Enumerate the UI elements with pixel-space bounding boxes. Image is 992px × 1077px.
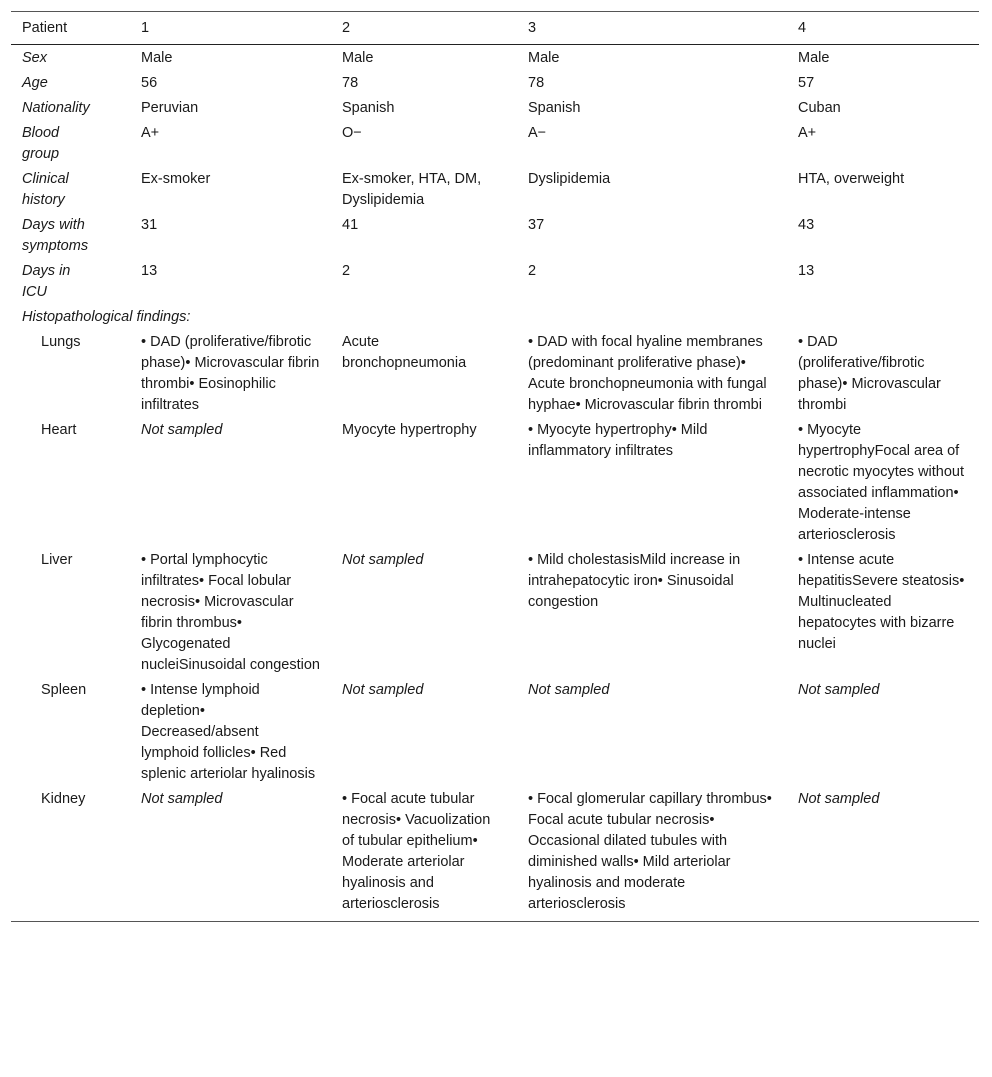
cell: 41 xyxy=(342,217,359,233)
header-patient-1: 1 xyxy=(141,20,150,36)
cell: 13 xyxy=(141,263,158,279)
cell: Ex-smoker, HTA, DM, Dyslipidemia xyxy=(342,171,482,208)
cell: Not sampled xyxy=(528,682,610,698)
header-patient-4: 4 xyxy=(798,20,807,36)
cell: Spanish xyxy=(528,100,581,116)
cell: Not sampled xyxy=(141,422,223,438)
row-label: Sex xyxy=(22,50,47,66)
cell: O− xyxy=(342,125,362,141)
cell: 43 xyxy=(798,217,815,233)
cell: Myocyte hypertrophy xyxy=(342,422,477,438)
cell: A+ xyxy=(798,125,817,141)
row-label-line: history xyxy=(22,192,65,208)
row-blood-group xyxy=(11,121,979,167)
cell: Ex-smoker xyxy=(141,171,211,187)
cell: • Focal acute tubular necrosis• Vacuolization of tubular epithelium• Moderate arteriolar hyalinosis and arteriosclerosis xyxy=(342,791,491,912)
cell: HTA, overweight xyxy=(798,171,905,187)
row-label: Nationality xyxy=(22,100,90,116)
cell: 31 xyxy=(141,217,158,233)
cell: A− xyxy=(528,125,547,141)
cell: • DAD (proliferative/fibrotic phase)• Microvascular thrombi xyxy=(798,334,941,413)
row-lungs xyxy=(11,330,979,418)
cell: Male xyxy=(141,50,173,66)
cell: 78 xyxy=(528,75,545,91)
patients-table xyxy=(11,11,979,922)
cell: Cuban xyxy=(798,100,841,116)
organ-label: Lungs xyxy=(41,334,81,350)
cell: • Intense lymphoid depletion• Decreased/absent lymphoid follicles• Red splenic arteriolar hyalinosis xyxy=(141,682,316,782)
cell: 57 xyxy=(798,75,815,91)
cell: • Mild cholestasisMild increase in intrahepatocytic iron• Sinusoidal congestion xyxy=(528,552,741,610)
row-nationality xyxy=(11,96,979,121)
organ-label: Liver xyxy=(41,552,73,568)
cell: • Myocyte hypertrophyFocal area of necrotic myocytes without associated inflammation• Moderate-intense arteriosclerosis xyxy=(798,422,965,543)
cell: 2 xyxy=(342,263,351,279)
header-patient-2: 2 xyxy=(342,20,351,36)
cell: 56 xyxy=(141,75,158,91)
header-row xyxy=(11,12,979,45)
cell: A+ xyxy=(141,125,160,141)
histopathological-heading: Histopathological findings: xyxy=(22,309,191,325)
row-liver xyxy=(11,548,979,678)
cell: Dyslipidemia xyxy=(528,171,611,187)
row-label-line: Blood xyxy=(22,125,60,141)
row-histo-heading xyxy=(11,305,979,330)
cell: 78 xyxy=(342,75,359,91)
row-label-line: symptoms xyxy=(22,238,89,254)
cell: Male xyxy=(342,50,374,66)
cell: • DAD (proliferative/fibrotic phase)• Microvascular fibrin thrombi• Eosinophilic infiltrates xyxy=(141,334,320,413)
cell: 37 xyxy=(528,217,545,233)
cell: Not sampled xyxy=(141,791,223,807)
row-label-line: Days with xyxy=(22,217,85,233)
cell: Acute bronchopneumonia xyxy=(342,334,467,371)
row-label xyxy=(11,259,130,305)
row-clinical-history xyxy=(11,167,979,213)
row-days-in-icu xyxy=(11,259,979,305)
cell: Spanish xyxy=(342,100,395,116)
row-label xyxy=(11,167,130,213)
cell: • Myocyte hypertrophy• Mild inflammatory infiltrates xyxy=(528,422,708,459)
cell: Male xyxy=(798,50,830,66)
cell: Not sampled xyxy=(342,552,424,568)
header-patient-3: 3 xyxy=(528,20,537,36)
row-label xyxy=(11,213,130,259)
organ-label: Kidney xyxy=(41,791,86,807)
cell: Peruvian xyxy=(141,100,199,116)
cell: • Focal glomerular capillary thrombus• Focal acute tubular necrosis• Occasional dilated tubules with diminished walls• Mild arteriolar hyalinosis and moderate arteriosclerosis xyxy=(528,791,772,912)
cell: • Portal lymphocytic infiltrates• Focal lobular necrosis• Microvascular fibrin thrombus• Glycogenated nucleiSinusoidal congestion xyxy=(141,552,320,673)
row-spleen xyxy=(11,678,979,787)
row-label-line: Days in xyxy=(22,263,71,279)
row-kidney xyxy=(11,787,979,922)
cell: Not sampled xyxy=(798,682,880,698)
cell: Not sampled xyxy=(342,682,424,698)
cell: 13 xyxy=(798,263,815,279)
row-days-with-symptoms xyxy=(11,213,979,259)
row-heart xyxy=(11,418,979,548)
cell: 2 xyxy=(528,263,537,279)
cell: • DAD with focal hyaline membranes (predominant proliferative phase)• Acute bronchopneumonia with fungal hyphae• Microvascular fibrin thrombi xyxy=(528,334,767,413)
organ-label: Spleen xyxy=(41,682,87,698)
row-label-line: group xyxy=(22,146,60,162)
cell: • Intense acute hepatitisSevere steatosis• Multinucleated hepatocytes with bizarre nuclei xyxy=(798,552,965,652)
header-row-label: Patient xyxy=(22,20,68,36)
row-sex xyxy=(11,45,979,72)
row-label xyxy=(11,121,130,167)
row-label-line: ICU xyxy=(22,284,47,300)
cell: Male xyxy=(528,50,560,66)
cell: Not sampled xyxy=(798,791,880,807)
row-label: Age xyxy=(22,75,48,91)
row-age xyxy=(11,71,979,96)
organ-label: Heart xyxy=(41,422,77,438)
patients-table-container xyxy=(11,11,979,922)
row-label-line: Clinical xyxy=(22,171,69,187)
